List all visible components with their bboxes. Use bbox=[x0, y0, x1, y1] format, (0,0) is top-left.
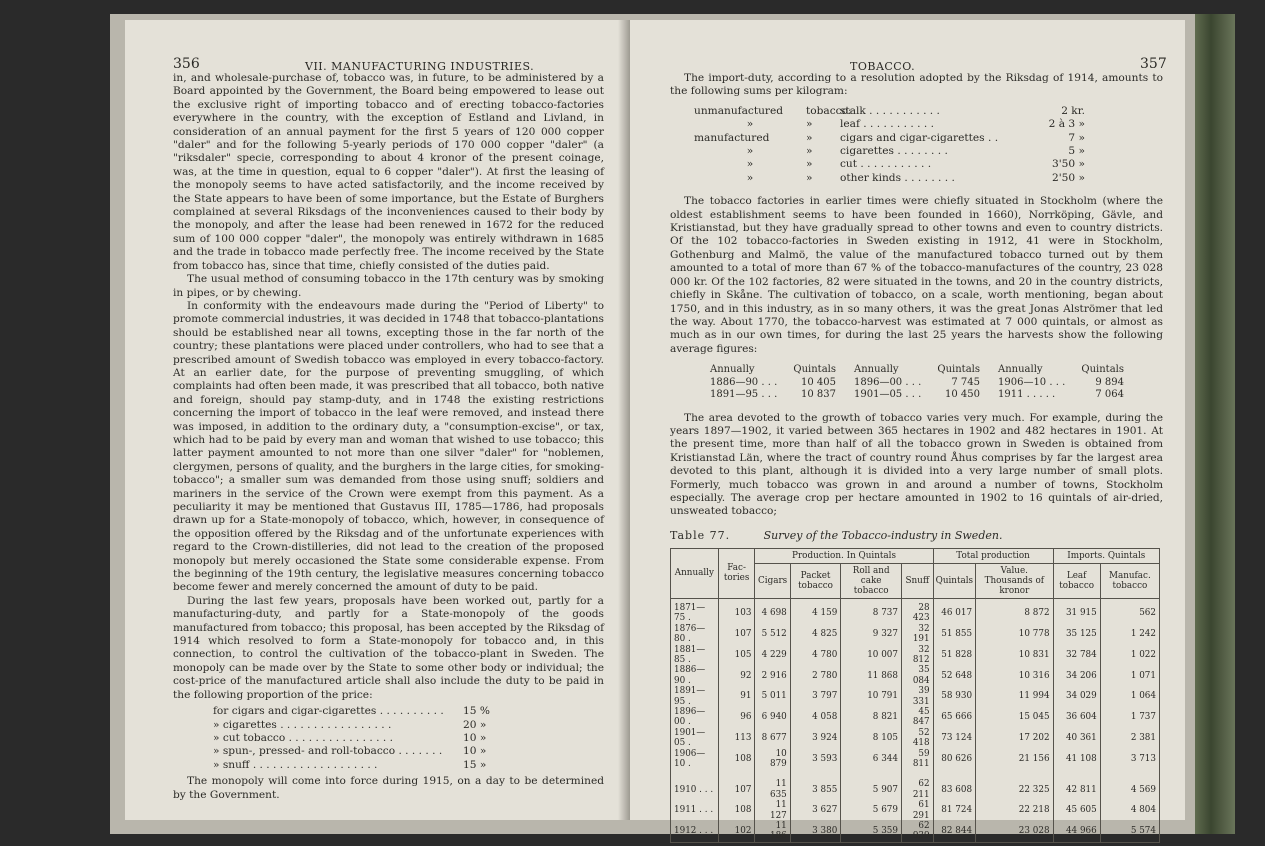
table-row bbox=[671, 707, 1160, 728]
table-cell: 1 022 bbox=[1100, 645, 1159, 666]
table-spacer bbox=[671, 769, 1160, 779]
table-cell: 28 423 bbox=[901, 598, 933, 623]
table-cell: 1876—80 . bbox=[671, 624, 719, 645]
table-caption bbox=[670, 529, 1163, 542]
table-cell: 44 966 bbox=[1053, 821, 1100, 842]
list-item: manufactured » cigars and cigar-cigarettes . . 7 » bbox=[694, 131, 1085, 144]
table-cell: 1 737 bbox=[1100, 707, 1159, 728]
right-page bbox=[630, 20, 1185, 842]
table-cell: 3 380 bbox=[790, 821, 841, 842]
table-cell: 1906—10 . bbox=[671, 749, 719, 770]
harvest-column: Annually Quintals 1886—90 . . . 10 405 1891—95 . . . 10 837 bbox=[710, 364, 836, 401]
page-number: 356 bbox=[173, 56, 200, 72]
table-cell: 34 029 bbox=[1053, 686, 1100, 707]
table-cell: 3 593 bbox=[790, 749, 841, 770]
table-cell: 6 940 bbox=[755, 707, 790, 728]
list-item: » cigarettes . . . . . . . . . . . . . . . . . 20 » bbox=[213, 718, 487, 731]
table-row bbox=[671, 624, 1160, 645]
list-item: for cigars and cigar-cigarettes . . . . . . . . . . 15 % bbox=[213, 705, 490, 718]
running-head: TOBACCO. bbox=[850, 60, 916, 73]
harvest-column: Annually Quintals 1906—10 . . . 9 894 1911 . . . . . 7 064 bbox=[998, 364, 1124, 401]
table-cell: 1 071 bbox=[1100, 665, 1159, 686]
table-cell: 36 604 bbox=[1053, 707, 1100, 728]
table-cell: 1871—75 . bbox=[671, 598, 719, 623]
table-row bbox=[671, 665, 1160, 686]
list-item: 1896—00 . . . 7 745 bbox=[854, 376, 980, 388]
column-header: Leaf tobacco bbox=[1053, 563, 1100, 598]
column-header: Cigars bbox=[755, 563, 790, 598]
table-cell: 108 bbox=[718, 800, 755, 821]
table-cell: 21 156 bbox=[976, 749, 1053, 770]
table-cell: 91 bbox=[718, 686, 755, 707]
table-cell: 4 229 bbox=[755, 645, 790, 666]
table-cell: 35 125 bbox=[1053, 624, 1100, 645]
table-cell: 80 626 bbox=[933, 749, 975, 770]
table-cell: 4 780 bbox=[790, 645, 841, 666]
duty-proportion-list bbox=[213, 705, 604, 772]
table-row bbox=[671, 598, 1160, 623]
table-cell: 22 325 bbox=[976, 779, 1053, 800]
column-header: Packet tobacco bbox=[790, 563, 841, 598]
table-cell: 83 608 bbox=[933, 779, 975, 800]
table-row bbox=[671, 645, 1160, 666]
table-cell: 58 930 bbox=[933, 686, 975, 707]
tobacco-industry-table bbox=[670, 548, 1160, 843]
table-cell: 5 512 bbox=[755, 624, 790, 645]
table-cell: 51 855 bbox=[933, 624, 975, 645]
table-cell: 9 327 bbox=[841, 624, 902, 645]
table-cell: 32 784 bbox=[1053, 645, 1100, 666]
list-item: 1886—90 . . . 10 405 bbox=[710, 376, 836, 388]
table-cell: 1901—05 . bbox=[671, 728, 719, 749]
table-cell: 31 915 bbox=[1053, 598, 1100, 623]
table-cell: 5 907 bbox=[841, 779, 902, 800]
table-cell: 23 028 bbox=[976, 821, 1053, 842]
table-cell: 8 737 bbox=[841, 598, 902, 623]
table-cell: 96 bbox=[718, 707, 755, 728]
table-cell: 65 666 bbox=[933, 707, 975, 728]
table-cell: 3 627 bbox=[790, 800, 841, 821]
table-cell: 52 648 bbox=[933, 665, 975, 686]
table-cell: 5 679 bbox=[841, 800, 902, 821]
table-cell: 105 bbox=[718, 645, 755, 666]
paragraph: The area devoted to the growth of tobacco varies very much. For example, during the years 1897—1902, it varied between 365 hectares in 1902 and 482 hectares in 1901. At the present time, more than half of all the tobacco grown in Sweden is obtained from Kristianstad Län, where the tract of country round Åhus comprises by far the largest area devoted to this plant, although it is divided into a very large number of small plots. Formerly, much tobacco was grown in and around a number of towns, Stockholm especially. The average crop per hectare amounted in 1902 to 16 quintals of air-dried, unsweated tobacco; bbox=[670, 411, 1163, 518]
table-cell: 8 872 bbox=[976, 598, 1053, 623]
table-cell: 11 868 bbox=[841, 665, 902, 686]
table-row bbox=[671, 749, 1160, 770]
paragraph: The monopoly will come into force during 1915, on a day to be determined by the Government. bbox=[173, 775, 604, 801]
column-header: Roll and cake tobacco bbox=[841, 563, 902, 598]
column-header: Total production bbox=[933, 548, 1053, 563]
table-cell: 11 186 bbox=[755, 821, 790, 842]
paragraph: During the last few years, proposals have been worked out, partly for a manufacturing-duty, and partly for a State-monopoly of the goods manufactured from tobacco; this proposal, has been accepted by the Riksdag of 1914 which resolved to form a State-monopoly for tobacco and, in this connection, to control the cultivation of the tobacco-plant in Sweden. The monopoly can be made over by the State to some other body or individual; the cost-price of the manufactured article shall also include the duty to be paid in the following proportion of the price: bbox=[173, 594, 604, 701]
table-cell: 82 844 bbox=[933, 821, 975, 842]
table-cell: 8 105 bbox=[841, 728, 902, 749]
harvest-column: Annually Quintals 1896—00 . . . 7 745 1901—05 . . . 10 450 bbox=[854, 364, 980, 401]
harvest-table bbox=[710, 364, 1163, 402]
table-cell: 1896—00 . bbox=[671, 707, 719, 728]
table-title: Survey of the Tobacco-industry in Sweden. bbox=[763, 528, 1003, 542]
table-cell: 39 331 bbox=[901, 686, 933, 707]
paragraph: The usual method of consuming tobacco in the 17th century was by smoking in pipes, or by chewing. bbox=[173, 273, 604, 299]
table-cell: 2 780 bbox=[790, 665, 841, 686]
import-duty-list bbox=[694, 105, 1163, 185]
list-item: unmanufactured tobacco: stalk . . . . . . . . . . . 2 kr. bbox=[694, 104, 1085, 117]
list-item: » » cigarettes . . . . . . . . 5 » bbox=[746, 145, 1085, 158]
table-cell: 22 218 bbox=[976, 800, 1053, 821]
table-cell: 10 879 bbox=[755, 749, 790, 770]
table-cell: 42 811 bbox=[1053, 779, 1100, 800]
table-label: Table 77. bbox=[670, 528, 731, 542]
table-cell: 32 191 bbox=[901, 624, 933, 645]
list-item: » spun-, pressed- and roll-tobacco . . . . . . . 10 » bbox=[213, 745, 487, 758]
table-cell: 5 359 bbox=[841, 821, 902, 842]
table-cell: 51 828 bbox=[933, 645, 975, 666]
paragraph: in, and wholesale-purchase of, tobacco was, in future, to be administered by a Board appointed by the Government, the Board being empowered to lease out the exclusive right of importing tobacco and of erecting tobacco-factories everywhere in the country, with the exception of Estland and Livland, in consideration of an annual payment for the first 5 years of 120 000 copper "daler" and for the following 5-yearly periods of 170 000 copper "daler" (a "riksdaler" specie, corresponding to about 4 kronor of the present coinage, was, at the time in question, equal to 6 copper "daler"). At first the leasing of the monopoly seems to have acted satisfactorily, and the income received by the State appears to have been of some importance, but the Estate of Burghers complained at several Riksdags of the inconveniences caused to their body by the monopoly, and after the lease had been renewed in 1672 for the reduced sum of 100 000 copper "daler", the monopoly was entirely withdrawn in 1685 and the trade in tobacco made perfectly free. The income received by the State from tobacco has, since that time, chiefly consisted of the duties paid. bbox=[173, 72, 604, 272]
table-cell: 73 124 bbox=[933, 728, 975, 749]
list-item: » » cut . . . . . . . . . . . 3'50 » bbox=[746, 158, 1085, 171]
table-cell: 11 635 bbox=[755, 779, 790, 800]
table-cell: 40 361 bbox=[1053, 728, 1100, 749]
list-item: » cut tobacco . . . . . . . . . . . . . . . . 10 » bbox=[213, 731, 487, 744]
table-cell: 10 316 bbox=[976, 665, 1053, 686]
table-row bbox=[671, 800, 1160, 821]
table-cell: 3 713 bbox=[1100, 749, 1159, 770]
table-cell: 61 291 bbox=[901, 800, 933, 821]
list-item: 1901—05 . . . 10 450 bbox=[854, 389, 980, 401]
table-cell: 4 825 bbox=[790, 624, 841, 645]
list-item: » snuff . . . . . . . . . . . . . . . . . . . 15 » bbox=[213, 758, 487, 771]
column-header: Value. Thousands of kronor bbox=[976, 563, 1053, 598]
column-header: Manufac. tobacco bbox=[1100, 563, 1159, 598]
paragraph: The tobacco factories in earlier times were chiefly situated in Stockholm (where the oldest establishment seems to have been founded in 1660), Norrköping, Gävle, and Kristianstad, but they have gradually spread to other towns and even to country districts. Of the 102 tobacco-factories in Sweden existing in 1912, 41 were in Stockholm, Gothenburg and Malmö, the value of the manufactured tobacco turned out by them amounted to a total of more than 67 % of the tobacco-manufactures of the country, 23 028 000 kr. Of the 102 factories, 82 were situated in the towns, and 20 in the country districts, chiefly in Skåne. The cultivation of tobacco, on a scale, worth mentioning, began about 1750, and in this industry, as in so many others, it was the great Jonas Alströmer that led the way. About 1770, the tobacco-harvest was estimated at 7 000 quintals, or almost as much as in our own times, for during the last 25 years the harvests show the following average figures: bbox=[670, 195, 1163, 355]
table-cell: 113 bbox=[718, 728, 755, 749]
table-cell: 17 202 bbox=[976, 728, 1053, 749]
table-cell: 8 677 bbox=[755, 728, 790, 749]
table-cell: 2 381 bbox=[1100, 728, 1159, 749]
table-cell: 10 778 bbox=[976, 624, 1053, 645]
table-cell: 59 811 bbox=[901, 749, 933, 770]
table-cell: 11 127 bbox=[755, 800, 790, 821]
table-row bbox=[671, 779, 1160, 800]
table-cell: 5 574 bbox=[1100, 821, 1159, 842]
book-spine bbox=[1195, 14, 1235, 834]
table-cell: 45 605 bbox=[1053, 800, 1100, 821]
table-cell: 32 812 bbox=[901, 645, 933, 666]
table-cell: 1911 . . . bbox=[671, 800, 719, 821]
list-item: 1906—10 . . . 9 894 bbox=[998, 376, 1124, 388]
table-cell: 81 724 bbox=[933, 800, 975, 821]
table-cell: 4 569 bbox=[1100, 779, 1159, 800]
column-header: Annually bbox=[671, 548, 719, 598]
page-number: 357 bbox=[1140, 56, 1167, 72]
table-cell: 46 017 bbox=[933, 598, 975, 623]
table-cell: 10 791 bbox=[841, 686, 902, 707]
table-cell: 41 108 bbox=[1053, 749, 1100, 770]
table-cell: 1891—95 . bbox=[671, 686, 719, 707]
table-cell: 107 bbox=[718, 624, 755, 645]
table-row bbox=[671, 686, 1160, 707]
table-cell: 1 064 bbox=[1100, 686, 1159, 707]
table-cell: 562 bbox=[1100, 598, 1159, 623]
table-cell: 1 242 bbox=[1100, 624, 1159, 645]
table-row bbox=[671, 821, 1160, 842]
table-cell: 10 007 bbox=[841, 645, 902, 666]
table-cell: 108 bbox=[718, 749, 755, 770]
list-item: » » other kinds . . . . . . . . 2'50 » bbox=[746, 171, 1085, 184]
table-cell: 102 bbox=[718, 821, 755, 842]
column-header: Imports. Quintals bbox=[1053, 548, 1159, 563]
table-cell: 3 924 bbox=[790, 728, 841, 749]
table-cell: 103 bbox=[718, 598, 755, 623]
column-header: Fac-tories bbox=[718, 548, 755, 598]
table-cell: 10 831 bbox=[976, 645, 1053, 666]
table-cell: 1912 . . . bbox=[671, 821, 719, 842]
column-header: Snuff bbox=[901, 563, 933, 598]
column-header: Production. In Quintals bbox=[755, 548, 933, 563]
table-cell: 6 344 bbox=[841, 749, 902, 770]
table-cell: 62 939 bbox=[901, 821, 933, 842]
table-cell: 107 bbox=[718, 779, 755, 800]
table-cell: 4 804 bbox=[1100, 800, 1159, 821]
table-row bbox=[671, 728, 1160, 749]
table-cell: 3 797 bbox=[790, 686, 841, 707]
table-cell: 4 159 bbox=[790, 598, 841, 623]
list-item: 1911 . . . . . 7 064 bbox=[998, 389, 1124, 401]
table-cell: 45 847 bbox=[901, 707, 933, 728]
running-head: VII. MANUFACTURING INDUSTRIES. bbox=[305, 60, 535, 73]
table-cell: 15 045 bbox=[976, 707, 1053, 728]
left-page bbox=[125, 20, 630, 820]
table-cell: 34 206 bbox=[1053, 665, 1100, 686]
table-cell: 3 855 bbox=[790, 779, 841, 800]
paragraph: The import-duty, according to a resolution adopted by the Riksdag of 1914, amounts to the following sums per kilogram: bbox=[670, 72, 1163, 98]
table-cell: 52 418 bbox=[901, 728, 933, 749]
table-cell: 62 211 bbox=[901, 779, 933, 800]
table-cell: 11 994 bbox=[976, 686, 1053, 707]
table-cell: 4 058 bbox=[790, 707, 841, 728]
table-cell: 8 821 bbox=[841, 707, 902, 728]
list-item: » » leaf . . . . . . . . . . . 2 à 3 » bbox=[746, 118, 1085, 131]
table-cell: 1886—90 . bbox=[671, 665, 719, 686]
table-cell: 5 011 bbox=[755, 686, 790, 707]
list-item: 1891—95 . . . 10 837 bbox=[710, 389, 836, 401]
table-cell: 92 bbox=[718, 665, 755, 686]
table-cell: 2 916 bbox=[755, 665, 790, 686]
table-cell: 1881—85 . bbox=[671, 645, 719, 666]
paragraph: In conformity with the endeavours made during the "Period of Liberty" to promote commercial industries, it was decided in 1748 that tobacco-plantations should be established near all towns, excepting those in the far north of the country; these plantations were placed under controllers, who had to see that a prescribed amount of Swedish tobacco was employed in every tobacco-factory. At an earlier date, for the purpose of preventing smuggling, of which complaints had often been made, it was prescribed that all tobacco, both native and foreign, should pay stamp-duty, and in 1748 the existing restrictions concerning the import of tobacco in the leaf were removed, and instead there was imposed, in addition to the ordinary duty, a "consumption-excise", or tax, which had to be paid by every man and woman that wished to use tobacco; this latter payment amounted to not more than one silver "daler" for "noblemen, clergymen, persons of quality, and the burghers in the large cities, for smoking-tobacco"; a smaller sum was demanded from those using snuff; soldiers and mariners in the service of the Crown were exempt from this payment. As a peculiarity it may be mentioned that Gustavus III, 1785—1786, had proposals drawn up for a State-monopoly of tobacco, which, however, in consequence of the opposition offered by the Riksdag and of the unfortunate experiences with regard to the Crown-distilleries, did not lead to the creation of the proposed monopoly but merely occasioned the State some considerable expense. From the beginning of the 19th century, the legislative measures concerning tobacco become fewer and merely concerned the amount of duty to be paid. bbox=[173, 299, 604, 594]
column-header: Quintals bbox=[933, 563, 975, 598]
table-cell: 4 698 bbox=[755, 598, 790, 623]
table-cell: 35 084 bbox=[901, 665, 933, 686]
table-cell: 1910 . . . bbox=[671, 779, 719, 800]
